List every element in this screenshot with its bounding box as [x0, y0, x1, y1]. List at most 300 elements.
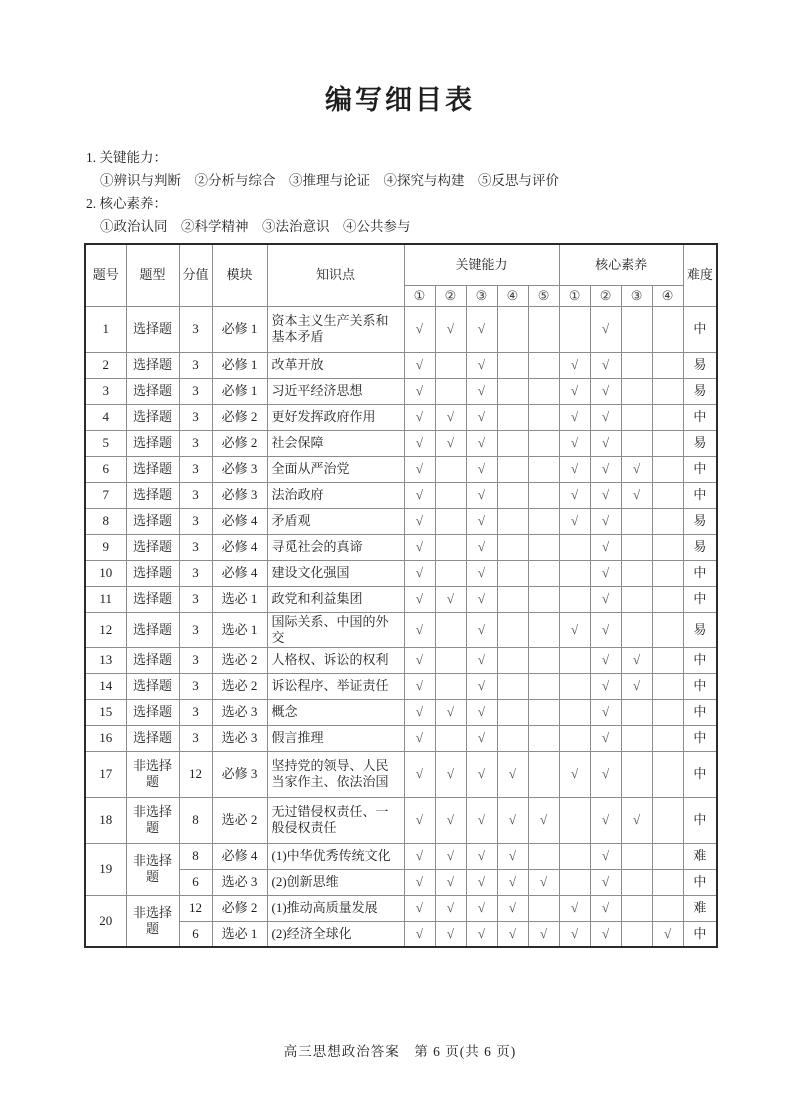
cell-literacy-check-1: √	[559, 612, 590, 647]
cell-module: 必修 1	[212, 306, 267, 352]
cell-module: 选必 1	[212, 612, 267, 647]
cell-ability-check-1: √	[404, 921, 435, 947]
cell-difficulty: 易	[683, 430, 717, 456]
cell-literacy-check-1: √	[559, 895, 590, 921]
cell-literacy-check-2: √	[590, 404, 621, 430]
cell-ability-check-4: √	[497, 895, 528, 921]
cell-ability-check-1: √	[404, 612, 435, 647]
cell-module: 选必 1	[212, 586, 267, 612]
cell-score: 6	[179, 869, 212, 895]
cell-ability-check-5	[528, 404, 559, 430]
cell-question-number: 15	[85, 699, 126, 725]
cell-knowledge-point: 坚持党的领导、人民当家作主、依法治国	[267, 751, 404, 797]
cell-question-type: 选择题	[126, 404, 179, 430]
cell-ability-check-2	[435, 647, 466, 673]
header-question-type: 题型	[126, 244, 179, 306]
cell-ability-check-3: √	[466, 508, 497, 534]
cell-question-number: 18	[85, 797, 126, 843]
cell-ability-check-3: √	[466, 430, 497, 456]
cell-literacy-check-1: √	[559, 921, 590, 947]
cell-literacy-check-2: √	[590, 843, 621, 869]
cell-score: 3	[179, 612, 212, 647]
cell-ability-check-2: √	[435, 430, 466, 456]
cell-literacy-check-1	[559, 699, 590, 725]
cell-module: 必修 2	[212, 430, 267, 456]
cell-module: 必修 4	[212, 560, 267, 586]
cell-score: 12	[179, 895, 212, 921]
cell-literacy-check-3: √	[621, 797, 652, 843]
cell-literacy-check-1	[559, 843, 590, 869]
cell-literacy-check-3	[621, 895, 652, 921]
table-row	[85, 751, 717, 797]
cell-literacy-check-4	[652, 352, 683, 378]
cell-ability-check-1: √	[404, 586, 435, 612]
cell-ability-check-2: √	[435, 586, 466, 612]
header-ability-2: ②	[435, 285, 466, 306]
cell-ability-check-1: √	[404, 560, 435, 586]
note-core-literacy-items: ①政治认同 ②科学精神 ③法治意识 ④公共参与	[100, 219, 411, 234]
legend-notes	[86, 146, 800, 238]
table-row	[85, 869, 717, 895]
cell-ability-check-2: √	[435, 404, 466, 430]
cell-score: 3	[179, 673, 212, 699]
cell-ability-check-3: √	[466, 647, 497, 673]
cell-literacy-check-4	[652, 895, 683, 921]
cell-ability-check-1: √	[404, 673, 435, 699]
cell-ability-check-1: √	[404, 482, 435, 508]
cell-literacy-check-3	[621, 430, 652, 456]
table-row	[85, 352, 717, 378]
cell-literacy-check-4	[652, 560, 683, 586]
cell-score: 8	[179, 797, 212, 843]
cell-literacy-check-2: √	[590, 612, 621, 647]
cell-literacy-check-2: √	[590, 456, 621, 482]
cell-literacy-check-2: √	[590, 560, 621, 586]
cell-ability-check-4: √	[497, 869, 528, 895]
cell-difficulty: 易	[683, 508, 717, 534]
cell-knowledge-point: 假言推理	[267, 725, 404, 751]
cell-literacy-check-3	[621, 612, 652, 647]
cell-knowledge-point: (1)中华优秀传统文化	[267, 843, 404, 869]
table-row	[85, 482, 717, 508]
cell-knowledge-point: 全面从严治党	[267, 456, 404, 482]
cell-ability-check-2	[435, 534, 466, 560]
cell-ability-check-1: √	[404, 508, 435, 534]
cell-knowledge-point: 国际关系、中国的外交	[267, 612, 404, 647]
cell-ability-check-4: √	[497, 921, 528, 947]
cell-ability-check-1: √	[404, 843, 435, 869]
cell-literacy-check-3	[621, 560, 652, 586]
cell-ability-check-4: √	[497, 751, 528, 797]
cell-question-type: 选择题	[126, 482, 179, 508]
cell-difficulty: 中	[683, 647, 717, 673]
cell-ability-check-5	[528, 378, 559, 404]
cell-question-number: 9	[85, 534, 126, 560]
cell-literacy-check-1	[559, 725, 590, 751]
cell-score: 3	[179, 430, 212, 456]
cell-knowledge-point: (2)经济全球化	[267, 921, 404, 947]
cell-question-type: 非选择题	[126, 751, 179, 797]
cell-literacy-check-3	[621, 921, 652, 947]
cell-knowledge-point: 改革开放	[267, 352, 404, 378]
cell-ability-check-4	[497, 404, 528, 430]
table-row	[85, 921, 717, 947]
cell-question-type: 选择题	[126, 560, 179, 586]
cell-literacy-check-4: √	[652, 921, 683, 947]
cell-score: 3	[179, 699, 212, 725]
cell-literacy-check-4	[652, 725, 683, 751]
cell-ability-check-5	[528, 751, 559, 797]
cell-knowledge-point: 诉讼程序、举证责任	[267, 673, 404, 699]
cell-ability-check-5	[528, 508, 559, 534]
cell-ability-check-2	[435, 612, 466, 647]
cell-literacy-check-1: √	[559, 378, 590, 404]
cell-score: 3	[179, 482, 212, 508]
cell-question-type: 选择题	[126, 430, 179, 456]
cell-ability-check-1: √	[404, 352, 435, 378]
cell-ability-check-3: √	[466, 306, 497, 352]
cell-literacy-check-4	[652, 797, 683, 843]
cell-ability-check-3: √	[466, 560, 497, 586]
cell-literacy-check-3	[621, 508, 652, 534]
cell-literacy-check-2: √	[590, 378, 621, 404]
cell-ability-check-5	[528, 482, 559, 508]
cell-difficulty: 中	[683, 797, 717, 843]
header-group-key-abilities: 关键能力	[404, 244, 559, 285]
table-row	[85, 647, 717, 673]
cell-literacy-check-2: √	[590, 797, 621, 843]
cell-question-number: 5	[85, 430, 126, 456]
cell-module: 必修 1	[212, 378, 267, 404]
cell-ability-check-3: √	[466, 352, 497, 378]
cell-ability-check-5: √	[528, 921, 559, 947]
cell-ability-check-4	[497, 456, 528, 482]
cell-literacy-check-2: √	[590, 352, 621, 378]
cell-knowledge-point: 人格权、诉讼的权利	[267, 647, 404, 673]
cell-module: 选必 3	[212, 869, 267, 895]
cell-literacy-check-1	[559, 306, 590, 352]
cell-literacy-check-3	[621, 699, 652, 725]
cell-literacy-check-4	[652, 673, 683, 699]
cell-literacy-check-3	[621, 378, 652, 404]
table-row	[85, 586, 717, 612]
cell-knowledge-point: 概念	[267, 699, 404, 725]
header-ability-4: ④	[497, 285, 528, 306]
cell-literacy-check-1: √	[559, 482, 590, 508]
cell-literacy-check-2: √	[590, 869, 621, 895]
cell-ability-check-5	[528, 560, 559, 586]
header-group-core-literacy: 核心素养	[559, 244, 683, 285]
cell-literacy-check-4	[652, 647, 683, 673]
cell-difficulty: 难	[683, 895, 717, 921]
cell-difficulty: 中	[683, 306, 717, 352]
cell-ability-check-4	[497, 673, 528, 699]
cell-module: 必修 1	[212, 352, 267, 378]
cell-module: 选必 2	[212, 797, 267, 843]
cell-ability-check-2	[435, 560, 466, 586]
cell-ability-check-2: √	[435, 699, 466, 725]
cell-literacy-check-1	[559, 560, 590, 586]
cell-difficulty: 中	[683, 673, 717, 699]
cell-module: 选必 3	[212, 699, 267, 725]
cell-ability-check-5	[528, 306, 559, 352]
header-literacy-1: ①	[559, 285, 590, 306]
cell-difficulty: 中	[683, 586, 717, 612]
cell-difficulty: 中	[683, 482, 717, 508]
cell-difficulty: 中	[683, 751, 717, 797]
cell-literacy-check-4	[652, 482, 683, 508]
cell-question-type: 非选择题	[126, 895, 179, 947]
cell-question-type: 选择题	[126, 456, 179, 482]
cell-difficulty: 易	[683, 612, 717, 647]
cell-ability-check-1: √	[404, 751, 435, 797]
table-row	[85, 430, 717, 456]
cell-question-type: 选择题	[126, 647, 179, 673]
cell-module: 选必 3	[212, 725, 267, 751]
cell-literacy-check-4	[652, 699, 683, 725]
cell-difficulty: 中	[683, 869, 717, 895]
cell-module: 选必 2	[212, 673, 267, 699]
cell-ability-check-5	[528, 534, 559, 560]
cell-literacy-check-2: √	[590, 895, 621, 921]
cell-ability-check-4	[497, 352, 528, 378]
cell-question-number: 20	[85, 895, 126, 947]
cell-module: 必修 2	[212, 404, 267, 430]
cell-score: 3	[179, 404, 212, 430]
cell-question-number: 7	[85, 482, 126, 508]
cell-literacy-check-4	[652, 586, 683, 612]
cell-knowledge-point: (2)创新思维	[267, 869, 404, 895]
cell-literacy-check-2: √	[590, 751, 621, 797]
cell-literacy-check-1: √	[559, 404, 590, 430]
table-row	[85, 534, 717, 560]
cell-difficulty: 难	[683, 843, 717, 869]
cell-module: 必修 3	[212, 751, 267, 797]
cell-literacy-check-3: √	[621, 482, 652, 508]
cell-score: 12	[179, 751, 212, 797]
cell-ability-check-3: √	[466, 673, 497, 699]
cell-literacy-check-1: √	[559, 508, 590, 534]
cell-literacy-check-3	[621, 534, 652, 560]
cell-literacy-check-3	[621, 586, 652, 612]
cell-literacy-check-3	[621, 751, 652, 797]
cell-score: 3	[179, 725, 212, 751]
cell-knowledge-point: 习近平经济思想	[267, 378, 404, 404]
cell-question-type: 非选择题	[126, 843, 179, 895]
cell-difficulty: 中	[683, 404, 717, 430]
cell-literacy-check-1	[559, 869, 590, 895]
cell-question-number: 10	[85, 560, 126, 586]
cell-ability-check-1: √	[404, 456, 435, 482]
cell-ability-check-4: √	[497, 797, 528, 843]
cell-literacy-check-1	[559, 647, 590, 673]
cell-literacy-check-2: √	[590, 699, 621, 725]
cell-ability-check-2	[435, 352, 466, 378]
cell-score: 3	[179, 352, 212, 378]
cell-ability-check-1: √	[404, 404, 435, 430]
table-row	[85, 378, 717, 404]
cell-ability-check-3: √	[466, 699, 497, 725]
cell-literacy-check-4	[652, 508, 683, 534]
cell-literacy-check-2: √	[590, 508, 621, 534]
cell-ability-check-3: √	[466, 725, 497, 751]
page-footer: 高三思想政治答案 第 6 页(共 6 页)	[283, 1044, 517, 1059]
table-row	[85, 725, 717, 751]
cell-question-type: 选择题	[126, 673, 179, 699]
cell-literacy-check-2: √	[590, 647, 621, 673]
cell-ability-check-1: √	[404, 647, 435, 673]
cell-ability-check-3: √	[466, 895, 497, 921]
cell-ability-check-3: √	[466, 751, 497, 797]
cell-ability-check-2: √	[435, 797, 466, 843]
table-row	[85, 843, 717, 869]
cell-ability-check-1: √	[404, 306, 435, 352]
cell-question-type: 选择题	[126, 306, 179, 352]
cell-ability-check-2: √	[435, 751, 466, 797]
cell-ability-check-1: √	[404, 895, 435, 921]
cell-literacy-check-3	[621, 843, 652, 869]
cell-ability-check-3: √	[466, 404, 497, 430]
cell-knowledge-point: 资本主义生产关系和基本矛盾	[267, 306, 404, 352]
cell-ability-check-4	[497, 534, 528, 560]
cell-literacy-check-4	[652, 456, 683, 482]
cell-question-number: 3	[85, 378, 126, 404]
cell-ability-check-2	[435, 508, 466, 534]
cell-question-type: 选择题	[126, 699, 179, 725]
table-row	[85, 508, 717, 534]
table-row	[85, 306, 717, 352]
cell-literacy-check-4	[652, 378, 683, 404]
cell-ability-check-5: √	[528, 869, 559, 895]
cell-question-type: 选择题	[126, 612, 179, 647]
table-row	[85, 612, 717, 647]
cell-literacy-check-4	[652, 430, 683, 456]
cell-score: 3	[179, 508, 212, 534]
cell-question-number: 12	[85, 612, 126, 647]
cell-literacy-check-1	[559, 586, 590, 612]
cell-difficulty: 中	[683, 921, 717, 947]
cell-ability-check-1: √	[404, 534, 435, 560]
cell-ability-check-5	[528, 843, 559, 869]
cell-literacy-check-2: √	[590, 430, 621, 456]
header-question-number: 题号	[85, 244, 126, 306]
cell-literacy-check-2: √	[590, 482, 621, 508]
cell-ability-check-4: √	[497, 843, 528, 869]
cell-ability-check-5	[528, 586, 559, 612]
cell-literacy-check-3	[621, 869, 652, 895]
header-module: 模块	[212, 244, 267, 306]
cell-difficulty: 易	[683, 352, 717, 378]
header-ability-3: ③	[466, 285, 497, 306]
cell-ability-check-2: √	[435, 306, 466, 352]
cell-ability-check-4	[497, 725, 528, 751]
cell-difficulty: 中	[683, 725, 717, 751]
table-header	[85, 244, 717, 306]
cell-ability-check-4	[497, 560, 528, 586]
cell-literacy-check-1: √	[559, 352, 590, 378]
cell-score: 6	[179, 921, 212, 947]
cell-knowledge-point: 更好发挥政府作用	[267, 404, 404, 430]
table-row	[85, 895, 717, 921]
cell-score: 3	[179, 560, 212, 586]
cell-module: 必修 3	[212, 456, 267, 482]
table-row	[85, 560, 717, 586]
cell-ability-check-3: √	[466, 612, 497, 647]
note-key-abilities-heading: 1. 关键能力：	[86, 150, 167, 165]
cell-literacy-check-3: √	[621, 647, 652, 673]
cell-literacy-check-1	[559, 534, 590, 560]
cell-difficulty: 易	[683, 534, 717, 560]
cell-literacy-check-1: √	[559, 430, 590, 456]
cell-ability-check-2	[435, 378, 466, 404]
cell-literacy-check-3	[621, 352, 652, 378]
cell-knowledge-point: 矛盾观	[267, 508, 404, 534]
table-row	[85, 673, 717, 699]
cell-ability-check-5	[528, 430, 559, 456]
cell-ability-check-5	[528, 725, 559, 751]
cell-ability-check-1: √	[404, 797, 435, 843]
header-literacy-3: ③	[621, 285, 652, 306]
header-ability-5: ⑤	[528, 285, 559, 306]
cell-ability-check-1: √	[404, 430, 435, 456]
cell-knowledge-point: 建设文化强国	[267, 560, 404, 586]
cell-literacy-check-3	[621, 725, 652, 751]
cell-ability-check-2	[435, 456, 466, 482]
cell-module: 必修 3	[212, 482, 267, 508]
note-key-abilities-items: ①辨识与判断 ②分析与综合 ③推理与论证 ④探究与构建 ⑤反思与评价	[100, 173, 559, 188]
cell-ability-check-2: √	[435, 869, 466, 895]
cell-question-number: 4	[85, 404, 126, 430]
cell-question-type: 选择题	[126, 725, 179, 751]
header-difficulty: 难度	[683, 244, 717, 306]
cell-score: 3	[179, 534, 212, 560]
cell-ability-check-5	[528, 352, 559, 378]
cell-literacy-check-2: √	[590, 306, 621, 352]
cell-question-number: 8	[85, 508, 126, 534]
cell-module: 必修 4	[212, 843, 267, 869]
cell-module: 必修 4	[212, 508, 267, 534]
cell-ability-check-3: √	[466, 869, 497, 895]
cell-ability-check-1: √	[404, 725, 435, 751]
cell-ability-check-5	[528, 895, 559, 921]
cell-ability-check-1: √	[404, 378, 435, 404]
cell-score: 3	[179, 586, 212, 612]
cell-question-type: 选择题	[126, 534, 179, 560]
cell-difficulty: 中	[683, 560, 717, 586]
cell-ability-check-4	[497, 430, 528, 456]
cell-literacy-check-4	[652, 612, 683, 647]
header-knowledge-point: 知识点	[267, 244, 404, 306]
cell-module: 必修 2	[212, 895, 267, 921]
cell-ability-check-3: √	[466, 843, 497, 869]
cell-literacy-check-4	[652, 534, 683, 560]
cell-knowledge-point: 社会保障	[267, 430, 404, 456]
cell-question-number: 2	[85, 352, 126, 378]
cell-question-number: 11	[85, 586, 126, 612]
cell-literacy-check-1	[559, 673, 590, 699]
cell-ability-check-1: √	[404, 869, 435, 895]
table-row	[85, 404, 717, 430]
table-row	[85, 699, 717, 725]
header-score: 分值	[179, 244, 212, 306]
cell-ability-check-5	[528, 456, 559, 482]
note-core-literacy-heading: 2. 核心素养：	[86, 196, 167, 211]
cell-ability-check-2: √	[435, 843, 466, 869]
cell-ability-check-3: √	[466, 534, 497, 560]
cell-knowledge-point: 法治政府	[267, 482, 404, 508]
cell-score: 8	[179, 843, 212, 869]
cell-knowledge-point: (1)推动高质量发展	[267, 895, 404, 921]
